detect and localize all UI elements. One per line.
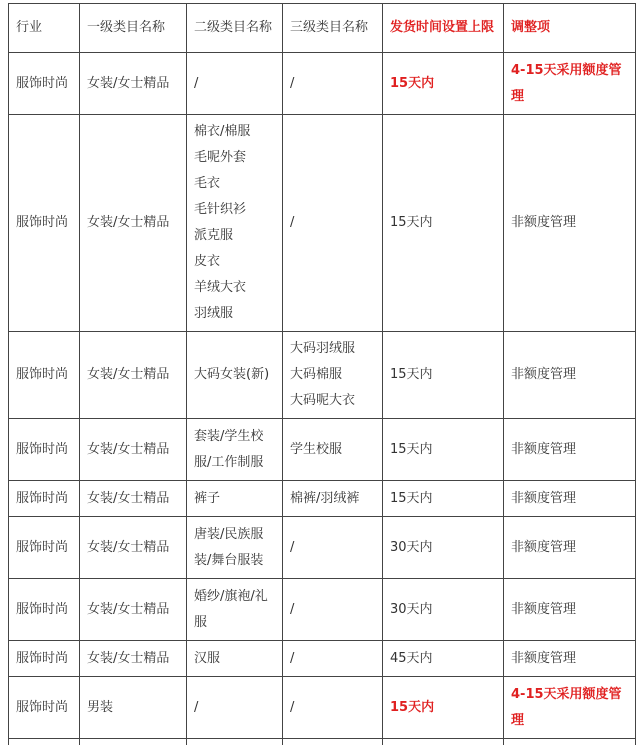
cell-adjust: 4-15天采用额度管理 [504,677,636,739]
header-adjust: 调整项 [504,4,636,53]
cell-cat1: 女装/女士精品 [80,332,187,419]
table-row [9,579,636,641]
cell-industry: 服饰时尚 [9,332,80,419]
cat2-item: 派克服 [194,223,275,249]
cell-ship-limit: 15天内 [383,481,504,517]
cell-cat1: 女装/女士精品 [80,115,187,332]
cell-industry: 服饰时尚 [9,517,80,579]
cell-cat3 [283,332,383,419]
cell-industry: 服饰时尚 [9,481,80,517]
cell-cat2: 唐装/民族服装/舞台服装 [187,517,283,579]
cell-cat3: 学生校服 [283,419,383,481]
cell-ship-limit: 15天内 [383,53,504,115]
cell-cat2: 裤子 [187,481,283,517]
cat2-item: 毛衣 [194,171,275,197]
cell-ship-limit: 45天内 [383,641,504,677]
cell-industry: 服饰时尚 [9,53,80,115]
cell-industry: 服饰时尚 [9,115,80,332]
cell-cat1: 女装/女士精品 [80,517,187,579]
cell-cat2: 大码女装(新) [187,332,283,419]
cell-cat3: 棉裤/羽绒裤 [283,481,383,517]
cell-ship-limit: 30天内 [383,517,504,579]
header-ship-limit: 发货时间设置上限 [383,4,504,53]
header-cat1: 一级类目名称 [80,4,187,53]
cat2-item: 皮衣 [194,249,275,275]
cell-cat3: / [283,641,383,677]
table-row [9,53,636,115]
cell-industry: 服饰时尚 [9,419,80,481]
cell-ship-limit: 15天内 [383,115,504,332]
cell-industry: 服饰时尚 [9,677,80,739]
cell-cat3: / [283,579,383,641]
cell-ship-limit: 30天内 [383,579,504,641]
cell-cat2: 婚纱/旗袍/礼服 [187,579,283,641]
cell-cat3: / [283,677,383,739]
cell-industry: 服饰时尚 [9,641,80,677]
table-row [9,677,636,739]
cat3-item: 大码棉服 [290,362,375,388]
cell-adjust: 非额度管理 [504,332,636,419]
cat2-item: 棉衣/棉服 [194,119,275,145]
cell-cat1: 女装/女士精品 [80,641,187,677]
cell-ship-limit: 15天内 [383,332,504,419]
cat3-item: 大码呢大衣 [290,388,375,414]
header-row [9,4,636,53]
cell-cat2: 汉服 [187,641,283,677]
cell-adjust: 非额度管理 [504,579,636,641]
cell-ship-limit: 15天内 [383,419,504,481]
cell-cat2: / [187,677,283,739]
table-container [8,3,636,745]
table-row [9,115,636,332]
cell-cat3: / [283,517,383,579]
cell-cat1: 女装/女士精品 [80,579,187,641]
cell-adjust: 非额度管理 [504,517,636,579]
cell-cat1: 女装/女士精品 [80,481,187,517]
cell-cat2 [187,115,283,332]
header-industry: 行业 [9,4,80,53]
table-row [9,481,636,517]
cell-cat1: 男装 [80,677,187,739]
cat2-item: 毛呢外套 [194,145,275,171]
cell-cat1: 女装/女士精品 [80,53,187,115]
header-cat3: 三级类目名称 [283,4,383,53]
cell-adjust: 非额度管理 [504,419,636,481]
cell-adjust: 非额度管理 [504,481,636,517]
cell-ship-limit: 15天内 [383,677,504,739]
cat2-item: 羊绒大衣 [194,275,275,301]
table-row [9,332,636,419]
category-shipping-table [8,3,636,745]
cell-cat3: / [283,115,383,332]
cell-adjust: 非额度管理 [504,115,636,332]
cell-adjust: 非额度管理 [504,641,636,677]
header-cat2: 二级类目名称 [187,4,283,53]
cell-cat1: 女装/女士精品 [80,419,187,481]
table-row [9,517,636,579]
cell-industry: 服饰时尚 [9,579,80,641]
cell-cat2: 套装/学生校服/工作制服 [187,419,283,481]
cell-adjust: 4-15天采用额度管理 [504,53,636,115]
cell-cat3: / [283,53,383,115]
cat3-item: 大码羽绒服 [290,336,375,362]
table-row [9,641,636,677]
cat2-item: 羽绒服 [194,301,275,327]
cell-cat2: / [187,53,283,115]
cat2-item: 毛针织衫 [194,197,275,223]
table-row [9,419,636,481]
table-row-cutoff [9,739,636,745]
